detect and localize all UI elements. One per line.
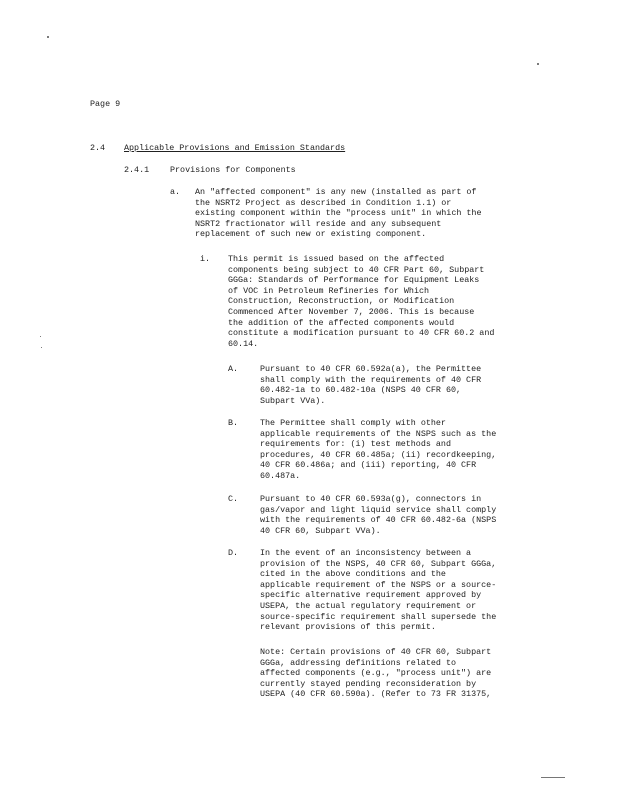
text-line: shall comply with the requirements of 40 CFR — [260, 374, 482, 385]
scan-speck — [537, 63, 539, 65]
text-line: In the event of an inconsistency between a — [260, 548, 472, 558]
text-line: 60.482-1a to 60.482-10a (NSPS 40 CFR 60, — [260, 385, 462, 396]
text-line: Commenced After November 7, 2006. This is because — [228, 306, 475, 317]
scan-mark — [541, 777, 565, 778]
text-line: requirements for: (i) test methods and — [260, 439, 451, 450]
text-line: replacement of such new or existing component. — [195, 229, 427, 240]
text-line: with the requirements of 40 CFR 60.482-6a (NSPS — [260, 515, 497, 526]
text-line: procedures, 40 CFR 60.485a; (ii) recordkeeping, — [260, 449, 497, 460]
text-line: provision of the NSPS, 40 CFR 60, Subpart GGGa, — [260, 558, 497, 569]
text-line: 40 CFR 60.486a; and (iii) reporting, 40 CFR — [260, 460, 477, 471]
text-line: existing component within the "process unit" in which the — [195, 208, 482, 219]
text-line: 60.14. — [228, 338, 259, 349]
text-line: constitute a modification pursuant to 40 CFR 60.2 and — [228, 328, 495, 339]
text-line: cited in the above conditions and the — [260, 569, 446, 580]
text-line: Pursuant to 40 CFR 60.592a(a), the Permittee — [260, 364, 482, 374]
item-a-marker: a. — [170, 187, 181, 197]
text-line: applicable requirements of the NSPS such as the — [260, 428, 497, 439]
text-line: NSRT2 fractionator will reside and any subsequent — [195, 218, 442, 229]
text-line: affected components (e.g., "process unit") are — [260, 668, 492, 679]
item-B-text — [260, 418, 496, 482]
text-line: Subpart VVa). — [260, 395, 326, 406]
text-line: Construction, Reconstruction, or Modification — [228, 296, 455, 307]
text-line: the addition of the affected components would — [228, 317, 455, 328]
text-line: GGGa, addressing definitions related to — [260, 657, 457, 668]
section-title: Applicable Provisions and Emission Standards — [124, 143, 346, 153]
text-line: USEPA (40 CFR 60.590a). (Refer to 73 FR 31375, — [260, 689, 492, 700]
item-C-marker: C. — [228, 494, 239, 504]
text-line: gas/vapor and light liquid service shall comply — [260, 504, 497, 515]
item-i-marker: i. — [200, 254, 211, 264]
text-line: currently stayed pending reconsideration by — [260, 678, 477, 689]
subsection-title: Provisions for Components — [170, 165, 296, 175]
text-line: the NSRT2 Project as described in Condition 1.1) or — [195, 197, 452, 208]
text-line: GGGa: Standards of Performance for Equipment Leaks — [228, 275, 480, 286]
page-label: Page 9 — [90, 99, 121, 109]
text-line: applicable requirement of the NSPS or a source- — [260, 579, 497, 590]
text-line: components being subject to 40 CFR Part 60, Subpart — [228, 264, 485, 275]
text-line: The Permittee shall comply with other — [260, 418, 446, 428]
text-line: of VOC in Petroleum Refineries for Which — [228, 285, 430, 296]
item-A-marker: A. — [228, 364, 239, 374]
item-B-marker: B. — [228, 418, 239, 428]
text-line: 40 CFR 60, Subpart VVa). — [260, 525, 381, 536]
text-line: source-specific requirement shall supersede the — [260, 611, 497, 622]
item-i-text — [228, 254, 494, 349]
section-number: 2.4 — [90, 143, 106, 153]
text-line: This permit is issued based on the affected — [228, 254, 445, 264]
text-line: USEPA, the actual regulatory requirement or — [260, 600, 477, 611]
item-D-text — [260, 548, 496, 633]
item-A-text — [260, 364, 481, 406]
item-C-text — [260, 494, 496, 536]
item-D-marker: D. — [228, 548, 239, 558]
item-a-text — [195, 187, 481, 240]
note-text — [260, 647, 491, 700]
text-line: specific alternative requirement approved by — [260, 590, 482, 601]
scan-speck — [41, 347, 42, 348]
scan-speck — [47, 36, 49, 38]
scan-speck — [40, 336, 41, 337]
text-line: relevant provisions of this permit. — [260, 622, 436, 633]
text-line: 60.487a. — [260, 470, 301, 481]
text-line: Note: Certain provisions of 40 CFR 60, Subpart — [260, 647, 492, 657]
subsection-number: 2.4.1 — [124, 165, 150, 175]
text-line: Pursuant to 40 CFR 60.593a(g), connectors in — [260, 494, 482, 504]
text-line: An "affected component" is any new (installed as part of — [195, 187, 477, 197]
